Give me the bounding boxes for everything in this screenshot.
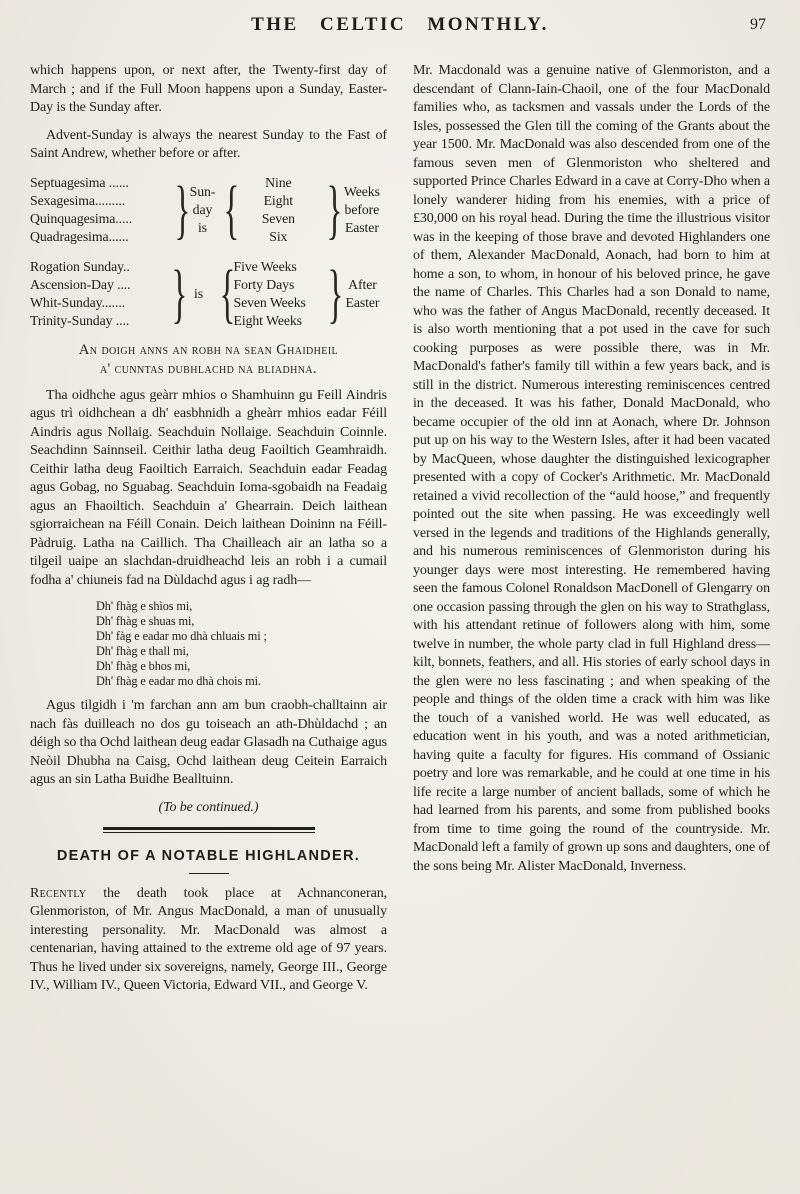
mid-line: Sun- bbox=[189, 183, 216, 199]
table-terms bbox=[30, 174, 171, 246]
article-heading: DEATH OF A NOTABLE HIGHLANDER. bbox=[56, 848, 361, 864]
to-be-continued-note: (To be continued.) bbox=[158, 799, 259, 815]
left-column bbox=[30, 62, 387, 1005]
article-text: the death took place at Achnanconeran, Glenmoriston, of Mr. Angus MacDonald, a man of unusually interesting personality. Mr. MacDonald was almost a centenarian, having attained to the extreme old age of 97 years. Thus he lived under six sovereigns, namely, George III., George IV., William IV., Queen Victoria, Edward VII., and George V. bbox=[30, 885, 387, 993]
brace-close-icon bbox=[175, 173, 182, 247]
article-body-paragraph: Mr. Macdonald was a genuine native of Glenmoriston, and a descendant of Clann-Iain-Chaoil, one of the four MacDonald families who, as tacksmen and vassals under the Lords of the Isles, possessed the Glen till the coming of the Grants about the year 1500. Mr. MacDonald was also descended from one of the famous seven men of Glenmoriston who sheltered and supported Prince Charles Edward in a cave at Corry-Dho when a lonely wanderer hiding from his enemies, with a price of £30,000 on his royal head. During the time the illustrious visitor was in the keeping of those brave and devoted Highlanders one of them, Alexander MacDonald, Aonach, had born to him at home a son, to whom, in honour of his beloved prince, he gave the name of Charles. This Charles had a son Donald to name, who was the father of Angus MacDonald, recently deceased. It is also worth mentioning that a pot used in the cave for such cooking purposes as were possible there, was in Mr. MacDonald's father's family till within a few years back, and is still in the district. Numerous interesting reminiscences centred in the deceased. It was his father, Donald MacDonald, who became occupier of the old inn at Aonach, where Dr. Johnson put up on his way to the Western Isles, after it had been vacated by MacQueen, whose daughter the distinguished lexicographer presented with a copy of Cocker's Arithmetic. Mr. MacDonald retained a vivid recollection of the “auld hoose,” and frequently pointed out the site when passing. He was exceedingly well versed in the legends and traditions of the Highlands generally, and his numerous reminiscences of Glenmoriston during his younger days were most interesting. He remembered having seen the famous Colonel Ronaldson MacDonell of Glengarry on one occasion passing through the glen on his way to Strathglass, with his attendant retinue of followers along with him, some twelve in number, the whole party clad in full Highland dress—kilt, bonnets, feathers, and all. His stories of early school days in the glen were no less fascinating ; and when speaking of the people and things of the olden time a crack with him was like the touch of a vanished world. He was well educated, as education went in his youth, and was a noted arithmetician, having quite a faculty for figures. His command of Ossianic poetry and lore was remarkable, and he could at one time in his life recite a large number of ancient ballads, some of which he had learned from his parents, and some from published books from time to time going the round of the countryside. Mr. MacDonald left a family of grown up sons and daughters, one of the sons being Mr. Alister MacDonald, Inverness. bbox=[413, 63, 771, 874]
table-row: Sexagesima......... bbox=[30, 192, 126, 208]
table-row: Forty Days bbox=[233, 276, 295, 292]
table-row: Quinquagesima..... bbox=[30, 210, 133, 226]
gaelic-section-heading bbox=[30, 341, 387, 379]
brace-close-icon bbox=[171, 257, 178, 331]
brace-open-icon bbox=[219, 257, 226, 331]
table-row: Ascension-Day .... bbox=[30, 276, 131, 292]
verse-line: Dh' fàg e eadar mo dhà chluais mi ; bbox=[96, 629, 267, 643]
verse-line: Dh' fhàg e thall mi, bbox=[96, 644, 189, 658]
verse-line: Dh' fhàg e shuas mi, bbox=[96, 614, 195, 628]
table-row: Seven Weeks bbox=[233, 294, 306, 310]
table-row: Nine bbox=[265, 174, 292, 190]
table-row: Trinity-Sunday .... bbox=[30, 312, 130, 328]
right-column bbox=[413, 62, 770, 1005]
table-row: Eight Weeks bbox=[233, 312, 302, 328]
section-divider-rule bbox=[103, 827, 315, 833]
page-number: 97 bbox=[750, 16, 766, 33]
article-opening-paragraph bbox=[30, 885, 387, 996]
brace-open-icon bbox=[223, 173, 230, 247]
table-row: Septuagesima ...... bbox=[30, 174, 129, 190]
table-values bbox=[234, 174, 323, 246]
table-right-label bbox=[338, 276, 387, 312]
verse-line: Dh' fhàg e eadar mo dhà chois mi. bbox=[96, 674, 261, 688]
lead-word: Recently bbox=[30, 885, 87, 901]
gaelic-paragraph: Tha oidhche agus geàrr mhios o Shamhuinn gu Feill Aindris agus trì oidhchean a dh' easbhnidh a gheàrr mhios eadar Féill Aindris agus Nollaig. Seachduin Nollaige. Seachduin Coinnle. Seachdinn Sainnseil. Ceithir latha deug Faoiltich Geamhraidh. Ceithir latha deug Faoiltich Earraich. Seachduin eadar Feadag agus Gobag, no Sguabag. Seachduin Ioma-sgobaidh na Feadaig agus an Fhaoiltich. Seachduin a' Ghearrain. Deich laithean sgiorraichean na Féill Conain. Deich laithean Doininn na Féill-Pàdruig. Latha na Caillich. Tha Chailleach air an latha so a tilgeil uaipe an slachdan-druidheachd leis an robh i a cumail fodha a' chiuneis fad na Dùldachd agus i ag radh— bbox=[30, 387, 387, 588]
brace-close-icon bbox=[327, 257, 334, 331]
paragraph-easter-rule: which happens upon, or next after, the Twenty-first day of March ; and if the Full Moon happens upon a Sunday, Easter-Day is the Sunday after. bbox=[30, 63, 387, 115]
table-row: Quadragesima...... bbox=[30, 228, 129, 244]
table-row: Seven bbox=[261, 210, 295, 226]
journal-title: THE CELTIC MONTHLY. bbox=[251, 14, 549, 35]
table-values bbox=[230, 258, 324, 330]
mid-line: is bbox=[194, 285, 204, 301]
table-row: Six bbox=[269, 228, 288, 244]
heading-line: An doigh anns an robh na sean Ghaidheil bbox=[78, 341, 339, 358]
gaelic-paragraph-2: Agus tilgidh i 'm farchan ann am bun craobh-challtainn air nach fàs duilleach no dos gu toiseach an ath-Dhùldachd ; an déigh so tha Ochd laithean deug eadar Glasadh na Cuthaige agus Neòil Dhubha na Caisg, Ochd laithean deug Ceitein Earraich agus an sin Latha Buidhe Bealltuinn. bbox=[30, 698, 387, 787]
label-line: Easter bbox=[345, 294, 380, 310]
label-line: Weeks bbox=[343, 183, 380, 199]
mid-line: day bbox=[192, 201, 213, 217]
after-easter-table bbox=[30, 257, 387, 331]
table-row: Eight bbox=[263, 192, 293, 208]
table-row: Rogation Sunday.. bbox=[30, 258, 130, 274]
label-line: After bbox=[348, 276, 377, 292]
verse-line: Dh' fhàg e shìos mi, bbox=[96, 599, 193, 613]
table-row: Whit-Sunday....... bbox=[30, 294, 126, 310]
weeks-before-easter-table bbox=[30, 173, 387, 247]
label-line: Easter bbox=[344, 219, 379, 235]
gaelic-verse bbox=[96, 599, 387, 689]
table-row: Five Weeks bbox=[233, 258, 297, 274]
mid-line: is bbox=[197, 219, 207, 235]
two-column-body bbox=[30, 62, 770, 1005]
paragraph-advent-sunday: Advent-Sunday is always the nearest Sunday to the Fast of Saint Andrew, whether before or after. bbox=[30, 127, 387, 161]
verse-line: Dh' fhàg e bhos mi, bbox=[96, 659, 191, 673]
table-terms bbox=[30, 258, 168, 330]
page-header bbox=[30, 14, 770, 42]
table-right-label bbox=[337, 183, 387, 237]
brace-close-icon bbox=[326, 173, 333, 247]
label-line: before bbox=[344, 201, 380, 217]
heading-underline-rule bbox=[189, 873, 229, 874]
heading-line: a' cunntas dubhlachd na bliadhna. bbox=[99, 360, 318, 377]
